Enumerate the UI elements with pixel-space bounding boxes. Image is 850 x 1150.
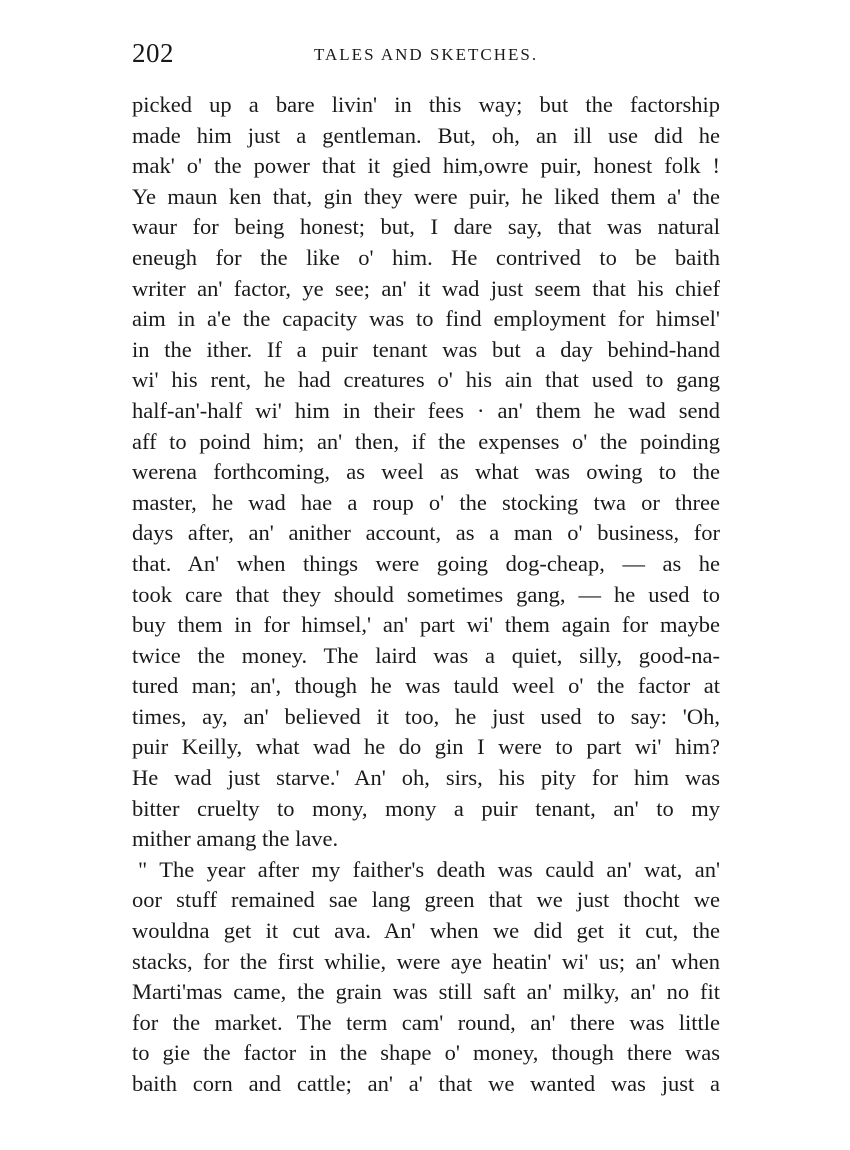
text-line: twice the money. The laird was a quiet, silly, good-na- <box>132 642 720 668</box>
text-line: werena forthcoming, as weel as what was owing to the <box>132 459 720 485</box>
text-line: writer an' factor, ye see; an' it wad just seem that his chief <box>132 275 720 301</box>
text-line: for the market. The term cam' round, an' there was little <box>132 1009 720 1035</box>
text-line: tured man; an', though he was tauld weel o' the factor at <box>132 673 720 699</box>
text-line: puir Keilly, what wad he do gin I were to part wi' him? <box>132 734 720 760</box>
text-line: master, he wad hae a roup o' the stocking twa or three <box>132 489 720 515</box>
text-line: wi' his rent, he had creatures o' his ain that used to gang <box>132 367 720 393</box>
text-line: times, ay, an' believed it too, he just used to say: 'Oh, <box>132 703 720 729</box>
page-number: 202 <box>132 38 174 68</box>
text-line: half-an'-half wi' him in their fees · an' them he wad send <box>132 397 720 423</box>
paragraph-start-line: " The year after my faither's death was cauld an' wat, an' <box>138 856 720 882</box>
text-line: days after, an' anither account, as a man o' business, for <box>132 520 720 546</box>
text-line: to gie the factor in the shape o' money, though there was <box>132 1040 720 1066</box>
text-line: baith corn and cattle; an' a' that we wanted was just a <box>132 1071 720 1096</box>
text-line: aff to poind him; an' then, if the expenses o' the poinding <box>132 428 720 454</box>
paragraph-end-line: mither amang the lave. <box>132 826 339 852</box>
text-line: buy them in for himsel,' an' part wi' them again for maybe <box>132 612 720 638</box>
text-line: picked up a bare livin' in this way; but the factorship <box>132 92 720 117</box>
text-line: aim in a'e the capacity was to find employment for himsel' <box>132 306 720 332</box>
text-line: Ye maun ken that, gin they were puir, he liked them a' the <box>132 183 720 209</box>
text-line: wouldna get it cut ava. An' when we did get it cut, the <box>132 918 720 944</box>
text-line: oor stuff remained sae lang green that we just thocht we <box>132 887 720 913</box>
page-header <box>132 38 722 78</box>
body-text <box>132 90 720 1100</box>
text-line: eneugh for the like o' him. He contrived to be baith <box>132 244 720 270</box>
text-line: made him just a gentleman. But, oh, an ill use did he <box>132 122 720 148</box>
text-line: waur for being honest; but, I dare say, that was natural <box>132 214 720 240</box>
text-line: in the ither. If a puir tenant was but a day behind-hand <box>132 336 720 362</box>
text-line: bitter cruelty to mony, mony a puir tenant, an' to my <box>132 795 720 821</box>
text-line: stacks, for the first whilie, were aye heatin' wi' us; an' when <box>132 948 720 974</box>
text-line: He wad just starve.' An' oh, sirs, his pity for him was <box>132 765 720 791</box>
text-line: took care that they should sometimes gang, — he used to <box>132 581 720 607</box>
running-title: TALES AND SKETCHES. <box>314 45 539 64</box>
text-line: mak' o' the power that it gied him,owre puir, honest folk ! <box>132 153 720 179</box>
text-line: Marti'mas came, the grain was still saft an' milky, an' no fit <box>132 979 720 1005</box>
text-line: that. An' when things were going dog-cheap, — as he <box>132 550 720 576</box>
